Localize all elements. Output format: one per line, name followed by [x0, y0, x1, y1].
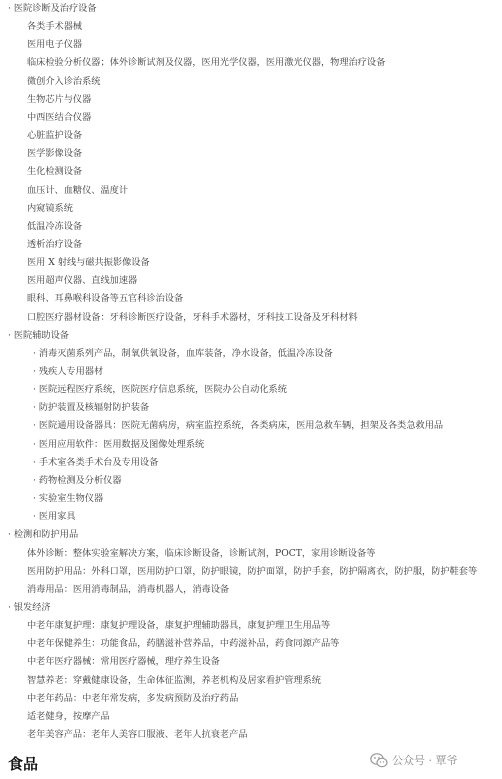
list-item: 透析治疗设备: [27, 238, 83, 250]
list-item: 中老年康复护理：康复护理设备，康复护理辅助器具，康复护理卫生用品等: [27, 620, 331, 632]
list-item: 智慧养老：穿戴健康设备，生命体征监测，养老机构及居家看护管理系统: [27, 674, 321, 686]
list-item: 中老年医疗器械：常用医疗器械，理疗养生设备: [27, 656, 220, 668]
list-item: 消毒用品：医用消毒制品，消毒机器人，消毒设备: [27, 583, 230, 595]
list-item: 老年美容产品：老年人美容口服液、老年人抗衰老产品: [27, 729, 248, 740]
section-heading: · 医院诊断及治疗设备: [8, 3, 97, 14]
list-item: 眼科、耳鼻喉科设备等五官科诊治设备: [27, 293, 184, 305]
list-item: 临床检验分析仪器；体外诊断试剂及仪器，医用光学仪器，医用激光仪器，物理治疗设备: [27, 57, 386, 69]
list-item: 微创介入诊治系统: [27, 75, 101, 87]
list-item: 医用超声仪器、直线加速器: [27, 275, 138, 287]
list-item: · 实验室生物仪器: [33, 493, 104, 504]
list-item: 内窥镜系统: [27, 202, 73, 214]
list-item: 血压计、血糖仪、温度计: [27, 184, 129, 196]
list-item: · 医院通用设备器具：医院无菌病房，病室监控系统，各类病床，医用急救车辆，担架及各类急救用品: [33, 420, 444, 432]
watermark: [370, 750, 458, 770]
list-item: 生化检测设备: [27, 166, 83, 178]
list-item: · 残疾人专用器材: [33, 366, 104, 377]
list-item: · 医院远程医疗系统，医院医疗信息系统，医院办公自动化系统: [33, 384, 287, 396]
list-item: 医用电子仪器: [27, 39, 83, 51]
list-item: 生物芯片与仪器: [27, 93, 92, 105]
list-item: · 药物检测及分析仪器: [33, 474, 122, 486]
list-item: 中老年保健养生：功能食品，药膳滋补营养品，中药滋补品，药食同源产品等: [27, 638, 340, 650]
section-heading: · 检测和防护用品: [8, 529, 79, 541]
list-item: 口腔医疗器材设备：牙科诊断医疗设备，牙科手术器材，牙科技工设备及牙科材料: [27, 311, 358, 323]
section-heading: · 医院辅助设备: [8, 329, 69, 341]
list-item: 低温冷冻设备: [27, 220, 83, 232]
list-item: 中西医结合仪器: [27, 111, 92, 123]
list-item: 医用 X 射线与磁共振影像设备: [27, 257, 150, 269]
list-item: · 消毒灭菌系列产品，制氧供氧设备，血库装备，净水设备，低温冷冻设备: [33, 347, 333, 359]
list-item: · 医用应用软件：医用数据及图像处理系统: [33, 438, 205, 450]
list-item: 医学影像设备: [27, 148, 83, 160]
list-item: 医用防护用品：外科口罩，医用防护口罩，防护眼镜，防护面罩，防护手套，防护隔离衣，防护服，防护鞋套等: [27, 565, 478, 577]
section-heading: · 银发经济: [8, 601, 51, 613]
list-item: 适老健身，按摩产品: [27, 710, 110, 722]
list-item: 各类手术器械: [27, 21, 83, 33]
list-item: 中老年药品：中老年常发病，多发病预防及治疗药品: [27, 692, 239, 704]
section-title-food: 食品: [8, 755, 39, 773]
list-item: · 防护装置及核辐射防护装备: [33, 402, 150, 414]
list-item: · 医用家具: [33, 511, 76, 523]
list-item: 心脏监护设备: [27, 130, 83, 141]
list-item: 体外诊断：整体实验室解决方案，临床诊断设备，诊断试剂，POCT，家用诊断设备等: [27, 547, 376, 559]
list-item: · 手术室各类手术台及专用设备: [33, 456, 159, 468]
watermark-text: 公众号 · 覃爷: [392, 754, 458, 767]
wechat-icon: [370, 753, 388, 768]
